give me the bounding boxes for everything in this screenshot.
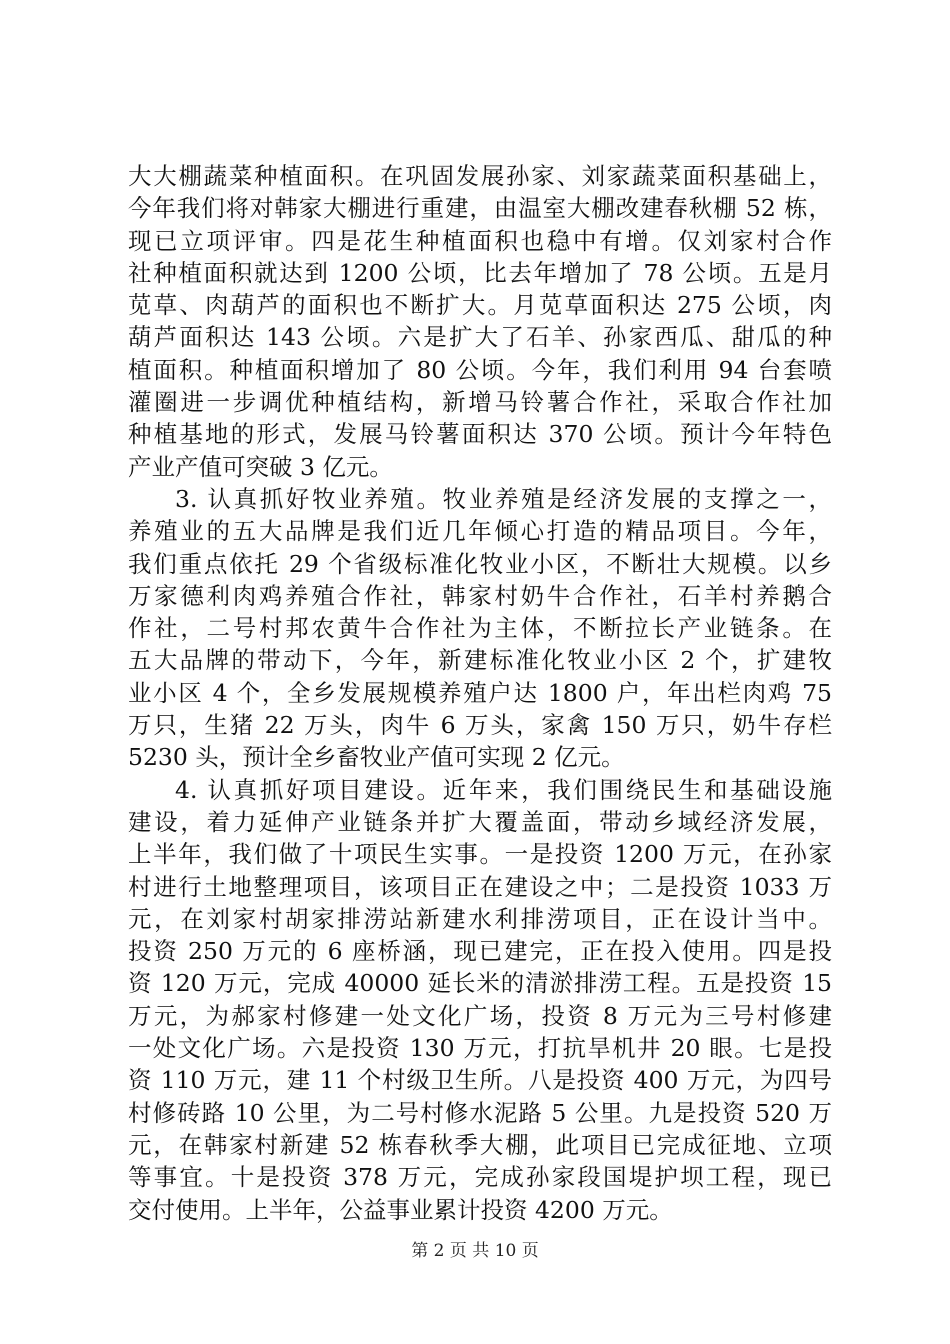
section-heading-line: 3. 认真抓好牧业养殖。牧业养殖是经济发展的支撑之一， <box>175 484 832 513</box>
text-line: 一处文化广场。六是投资 130 万元，打抗旱机井 20 眼。七是投 <box>128 1034 832 1063</box>
text-line: 5230 头，预计全乡畜牧业产值可实现 2 亿元。 <box>128 743 625 772</box>
text-line: 万家德利肉鸡养殖合作社，韩家村奶牛合作社，石羊村养鹅合 <box>128 581 832 610</box>
text-line: 交付使用。上半年，公益事业累计投资 4200 万元。 <box>128 1195 673 1224</box>
text-line: 业小区 4 个，全乡发展规模养殖户达 1800 户，年出栏肉鸡 75 <box>128 678 832 707</box>
text-line: 村进行土地整理项目，该项目正在建设之中；二是投资 1033 万 <box>128 872 832 901</box>
text-line: 今年我们将对韩家大棚进行重建，由温室大棚改建春秋棚 52 栋， <box>128 194 832 223</box>
text-line: 建设，着力延伸产业链条并扩大覆盖面，带动乡域经济发展， <box>128 807 832 836</box>
text-line: 大大棚蔬菜种植面积。在巩固发展孙家、刘家蔬菜面积基础上， <box>128 162 832 190</box>
text-line: 葫芦面积达 143 公顷。六是扩大了石羊、孙家西瓜、甜瓜的种 <box>128 323 832 352</box>
text-line: 我们重点依托 29 个省级标准化牧业小区，不断壮大规模。以乡 <box>128 549 832 578</box>
text-line: 元，在刘家村胡家排涝站新建水利排涝项目，正在设计当中。 <box>128 904 832 933</box>
text-line: 五大品牌的带动下，今年，新建标准化牧业小区 2 个，扩建牧 <box>128 646 832 675</box>
text-line: 社种植面积就达到 1200 公顷，比去年增加了 78 公顷。五是月 <box>128 258 832 287</box>
text-line: 作社，二号村邦农黄牛合作社为主体，不断拉长产业链条。在 <box>128 614 832 643</box>
text-line: 资 110 万元，建 11 个村级卫生所。八是投资 400 万元，为四号 <box>128 1066 832 1095</box>
text-line: 万元，为郝家村修建一处文化广场，投资 8 万元为三号村修建 <box>128 1001 832 1030</box>
text-line: 灌圈进一步调优种植结构，新增马铃薯合作社，采取合作社加 <box>128 388 832 417</box>
text-line: 资 120 万元，完成 40000 延长米的清淤排涝工程。五是投资 15 <box>128 969 832 998</box>
section-heading-line: 4. 认真抓好项目建设。近年来，我们围绕民生和基础设施 <box>175 775 832 804</box>
text-line: 等事宜。十是投资 378 万元，完成孙家段国堤护坝工程，现已 <box>128 1163 832 1192</box>
page-number-footer: 第 2 页 共 10 页 <box>411 1241 539 1261</box>
text-line: 万只，生猪 22 万头，肉牛 6 万头，家禽 150 万只，奶牛存栏 <box>128 711 832 740</box>
text-line: 养殖业的五大品牌是我们近几年倾心打造的精品项目。今年， <box>128 517 832 546</box>
text-line: 上半年，我们做了十项民生实事。一是投资 1200 万元，在孙家 <box>128 840 832 869</box>
text-line: 植面积。种植面积增加了 80 公顷。今年，我们利用 94 台套喷 <box>128 355 832 384</box>
text-line: 种植基地的形式，发展马铃薯面积达 370 公顷。预计今年特色 <box>128 420 832 449</box>
text-line: 村修砖路 10 公里，为二号村修水泥路 5 公里。九是投资 520 万 <box>128 1098 832 1127</box>
body-text <box>128 160 832 1226</box>
text-line: 投资 250 万元的 6 座桥涵，现已建完，正在投入使用。四是投 <box>128 937 832 966</box>
text-line: 元，在韩家村新建 52 栋春秋季大棚，此项目已完成征地、立项 <box>128 1130 832 1159</box>
text-line: 现已立项评审。四是花生种植面积也稳中有增。仅刘家村合作 <box>128 226 832 255</box>
text-line: 苋草、肉葫芦的面积也不断扩大。月苋草面积达 275 公顷，肉 <box>128 291 832 320</box>
text-line: 产业产值可突破 3 亿元。 <box>128 452 393 481</box>
